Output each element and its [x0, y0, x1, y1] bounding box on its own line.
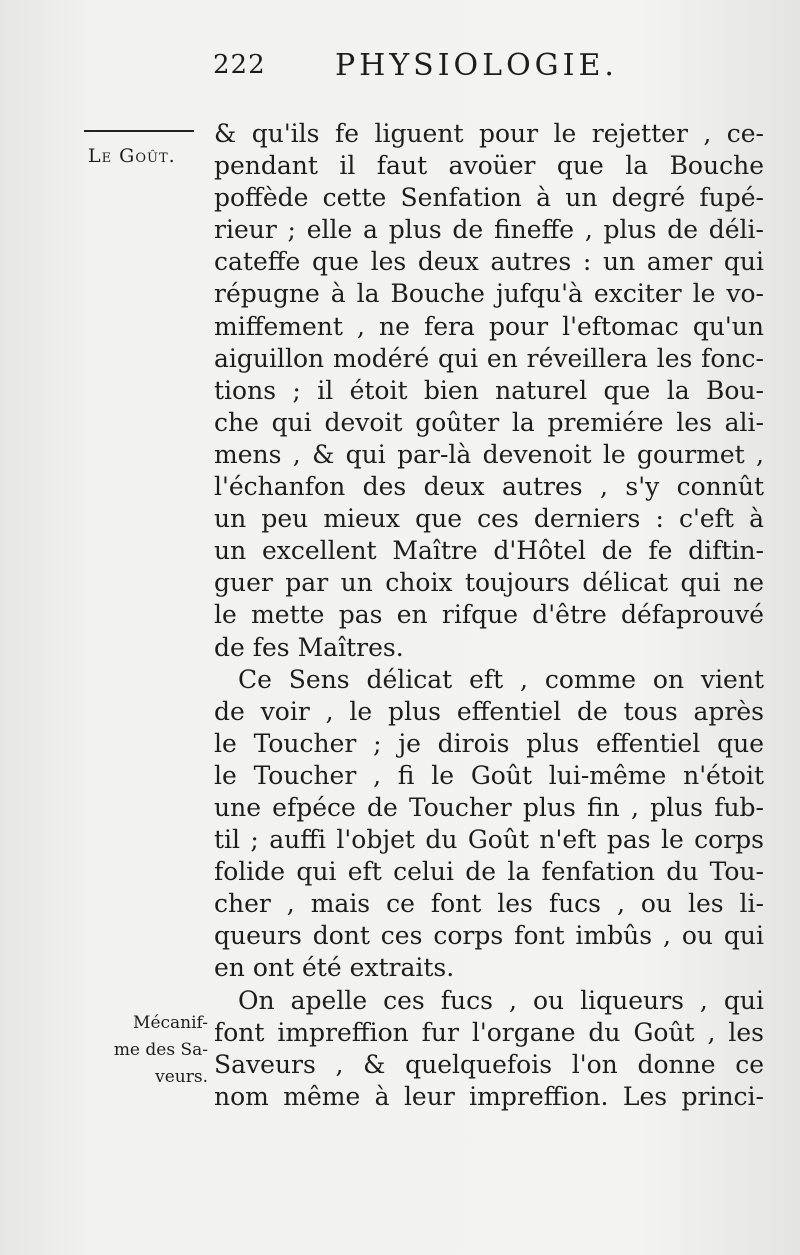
text-line: cher , mais ce font les fucs , ou les li-: [214, 889, 764, 919]
text-line: folide qui eft celui de la fenfation du Tou-: [214, 857, 764, 887]
text-line: miffement , ne fera pour l'eftomac qu'un: [214, 311, 764, 341]
text-line: & qu'ils fe liguent pour le rejetter , ce-: [214, 119, 764, 148]
text-line: Ce Sens délicat eft , comme on vient: [238, 664, 764, 694]
margin-note-line: veurs.: [155, 1067, 208, 1087]
text-line: l'échanfon des deux autres , s'y connût: [214, 472, 764, 502]
text-line: On apelle ces fucs , ou liqueurs , qui: [238, 985, 764, 1015]
text-line: le mette pas en rifque d'être défaprouvé: [214, 600, 764, 630]
text-line: le Toucher ; je dirois plus effentiel que: [214, 728, 764, 758]
text-line: un excellent Maître d'Hôtel de fe diftin-: [214, 536, 764, 566]
margin-note-line: me des Sa-: [113, 1040, 208, 1060]
text-line: pendant il faut avoüer que la Bouche: [214, 151, 764, 181]
page-number: 222: [213, 50, 266, 80]
text-line: queurs dont ces corps font imbûs , ou qui: [214, 921, 764, 951]
text-line: til ; auffi l'objet du Goût n'eft pas le corps: [214, 825, 764, 855]
text-line: cateffe que les deux autres : un amer qui: [214, 247, 764, 277]
text-line: guer par un choix toujours délicat qui ne: [214, 568, 764, 598]
text-line: rieur ; elle a plus de fineffe , plus de déli-: [214, 215, 764, 245]
text-line: aiguillon modéré qui en réveillera les fonc-: [214, 343, 764, 373]
text-line: nom même à leur impreffion. Les princi-: [214, 1081, 764, 1111]
running-head: [205, 46, 765, 86]
text-line: de fes Maîtres.: [214, 632, 404, 662]
margin-note: [98, 1010, 208, 1091]
text-line: une efpéce de Toucher plus fin , plus fub-: [214, 792, 764, 822]
margin-rule: [84, 130, 194, 132]
page-title: PHYSIOLOGIE.: [335, 48, 618, 83]
text-line: che qui devoit goûter la premiére les ali-: [214, 407, 764, 437]
margin-note-line: Mécanif-: [133, 1013, 208, 1033]
text-line: poffède cette Senfation à un degré fupé-: [214, 183, 764, 213]
text-line: en ont été extraits.: [214, 953, 455, 983]
text-line: un peu mieux que ces derniers : c'eft à: [214, 504, 764, 534]
body-text: [214, 118, 764, 1113]
text-line: répugne à la Bouche jufqu'à exciter le vo-: [214, 279, 764, 309]
text-line: font impreffion fur l'organe du Goût , les: [214, 1017, 764, 1047]
margin-section-label: Le Goût.: [88, 145, 176, 167]
text-line: mens , & qui par-là devenoit le gourmet ,: [214, 439, 764, 469]
text-line: Saveurs , & quelquefois l'on donne ce: [214, 1049, 764, 1079]
text-line: le Toucher , fi le Goût lui-même n'étoit: [214, 760, 764, 790]
text-line: tions ; il étoit bien naturel que la Bou-: [214, 375, 764, 405]
text-line: de voir , le plus effentiel de tous après: [214, 696, 764, 726]
